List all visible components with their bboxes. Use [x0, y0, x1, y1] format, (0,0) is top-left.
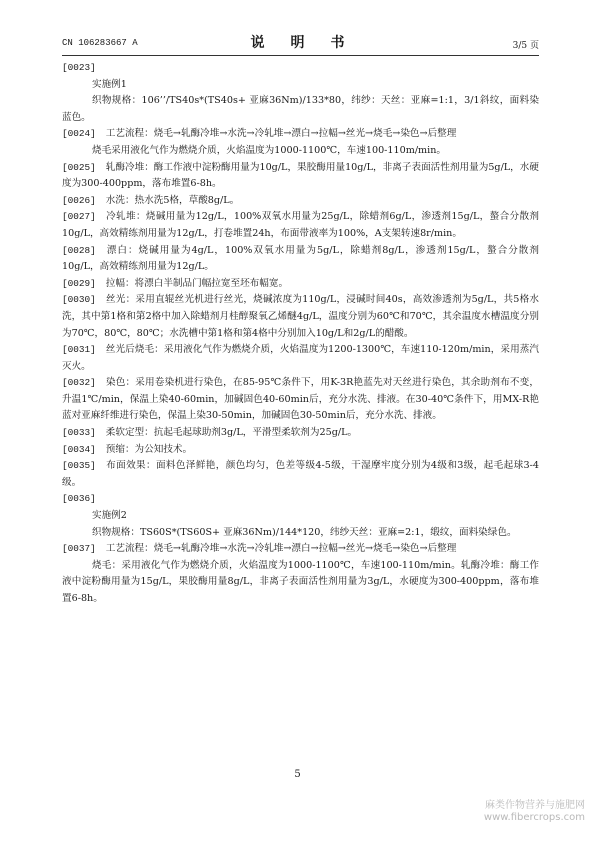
paragraph-text: 染色：采用卷染机进行染色，在85-95℃条件下，用K-3R艳蓝先对天丝进行染色，其余助剂布不变，升温1℃/min，保温上染40-60min，加碱固色40-60min后，充分水洗、排液。在30-40℃条件下，用MX-R艳蓝对亚麻纤维进行染色，保温上染30-50min，加碱固色30-50min后，充分水洗、排液。	[62, 377, 539, 422]
paragraph-number: [0035]	[62, 460, 96, 472]
page-indicator: 3/5 页	[512, 41, 539, 51]
paragraph-text: 织物规格：106’’/TS40s*(TS40s+ 亚麻36Nm)/133*80，纬纱：天丝：亚麻=1:1，3/1斜纹，面料染蓝色。	[62, 95, 539, 123]
paragraph-number: [0026]	[62, 194, 96, 206]
paragraph	[62, 525, 539, 542]
paragraph	[62, 276, 539, 293]
paragraph	[62, 508, 539, 525]
paragraph-text: 漂白：烧碱用量为4g/L，100%双氧水用量为5g/L，除蜡剂8g/L，渗透剂15g/L，螯合分散剂10g/L，高效精练剂用量为12g/L。	[62, 244, 539, 273]
document-title: 说 明 书	[250, 35, 351, 51]
paragraph	[62, 160, 539, 193]
page-header	[62, 30, 539, 52]
paragraph-text: 工艺流程：烧毛→轧酶冷堆→水洗→冷轧堆→漂白→拉幅→丝光→烧毛→染色→后整理	[105, 128, 457, 140]
paragraph-text: 布面效果：面料色泽鲜艳，颜色均匀，色差等级4-5级，干湿摩牢度分别为4级和3级，起毛起球3-4级。	[62, 460, 539, 488]
paragraph	[62, 143, 539, 160]
paragraph	[62, 209, 539, 242]
paragraph-text: 水洗：热水洗5格，草酸8g/L。	[105, 194, 240, 206]
paragraph-number: [0023]	[62, 62, 96, 73]
paragraph-number: [0034]	[62, 443, 96, 455]
paragraph	[62, 126, 539, 143]
paragraph-text: 丝光后烧毛：采用液化气作为燃烧介质，火焰温度为1200-1300℃，车速110-120m/min，采用蒸汽灭火。	[62, 344, 539, 372]
paragraph-text: 实施例2	[92, 510, 127, 522]
paragraph-number: [0031]	[62, 344, 96, 356]
paragraph	[62, 93, 539, 126]
paragraph-text: 预缩：为公知技术。	[105, 443, 193, 455]
paragraph-text: 烧毛：采用液化气作为燃烧介质，火焰温度为1000-1100℃，车速100-110m/min。轧酶冷堆：酶工作液中淀粉酶用量为15g/L，果胶酶用量8g/L，非离子表面活性剂用量为3g/L，水硬度为300-400ppm，落布堆置6-8h。	[62, 559, 539, 604]
paragraph-text: 冷轧堆：烧碱用量为12g/L，100%双氧水用量为25g/L，除蜡剂6g/L，渗透剂15g/L，螯合分散剂10g/L，高效精练剂用量为12g/L，打卷堆置24h，布面带液率为100%，A支架转速8r/min。	[62, 211, 539, 239]
page-number: 5	[294, 769, 301, 780]
paragraph-text: 工艺流程：烧毛→轧酶冷堆→水洗→冷轧堆→漂白→拉幅→丝光→烧毛→染色→后整理	[105, 543, 457, 555]
paragraph-number: [0028]	[62, 244, 96, 256]
paragraph-text: 织物规格：TS60S*(TS60S+ 亚麻36Nm)/144*120，纬纱天丝：亚麻=2:1，缎纹，面料染绿色。	[92, 526, 517, 538]
paragraph	[62, 60, 539, 77]
watermark	[484, 800, 585, 824]
paragraph-number: [0024]	[62, 128, 96, 140]
paragraph-number: [0037]	[62, 543, 96, 555]
paragraph-number: [0036]	[62, 493, 96, 505]
publication-number: CN 106283667 A	[62, 38, 138, 48]
document-body	[62, 60, 539, 608]
watermark-url: www.fibercrops.com	[483, 812, 585, 823]
paragraph	[62, 193, 539, 210]
paragraph	[62, 243, 539, 276]
paragraph-text: 拉幅：将漂白半制品门幅拉宽至坯布幅宽。	[105, 277, 289, 289]
paragraph-number: [0032]	[62, 377, 96, 389]
paragraph-number: [0025]	[62, 161, 96, 173]
paragraph	[62, 375, 539, 425]
paragraph	[62, 558, 539, 608]
paragraph-text: 丝光：采用直辊丝光机进行丝光，烧碱浓度为110g/L，浸碱时间40s，高效渗透剂为5g/L，共5格水洗，其中第1格和第2格中加入除蜡剂月桂醇聚氧乙烯醚4g/L，温度分别为60℃和70℃，其余温度水槽温度分别为70℃，80℃，80℃；水洗槽中第1格和第4格中分别加入10g/L和2g/L的醋酸。	[62, 294, 539, 339]
paragraph-text: 柔软定型：抗起毛起球助剂3g/L，平滑型柔软剂为25g/L。	[105, 427, 358, 439]
watermark-site-name: 麻类作物营养与施肥网	[485, 800, 585, 811]
paragraph-number: [0029]	[62, 277, 96, 289]
paragraph	[62, 425, 539, 442]
paragraph	[62, 342, 539, 375]
paragraph-text: 轧酶冷堆：酶工作液中淀粉酶用量为10g/L，果胶酶用量10g/L，非离子表面活性剂用量为5g/L，水硬度为300-400ppm，落布堆置6-8h。	[62, 161, 539, 190]
paragraph-text: 实施例1	[92, 78, 127, 90]
paragraph	[62, 442, 539, 459]
paragraph	[62, 292, 539, 342]
paragraph-text: 烧毛采用液化气作为燃烧介质，火焰温度为1000-1100℃，车速100-110m/min。	[92, 144, 446, 156]
paragraph	[62, 541, 539, 558]
paragraph	[62, 491, 539, 508]
paragraph-number: [0033]	[62, 427, 96, 439]
paragraph	[62, 458, 539, 491]
header-rule	[62, 55, 539, 56]
paragraph-number: [0030]	[62, 294, 96, 306]
paragraph-number: [0027]	[62, 211, 96, 223]
paragraph	[62, 77, 539, 94]
